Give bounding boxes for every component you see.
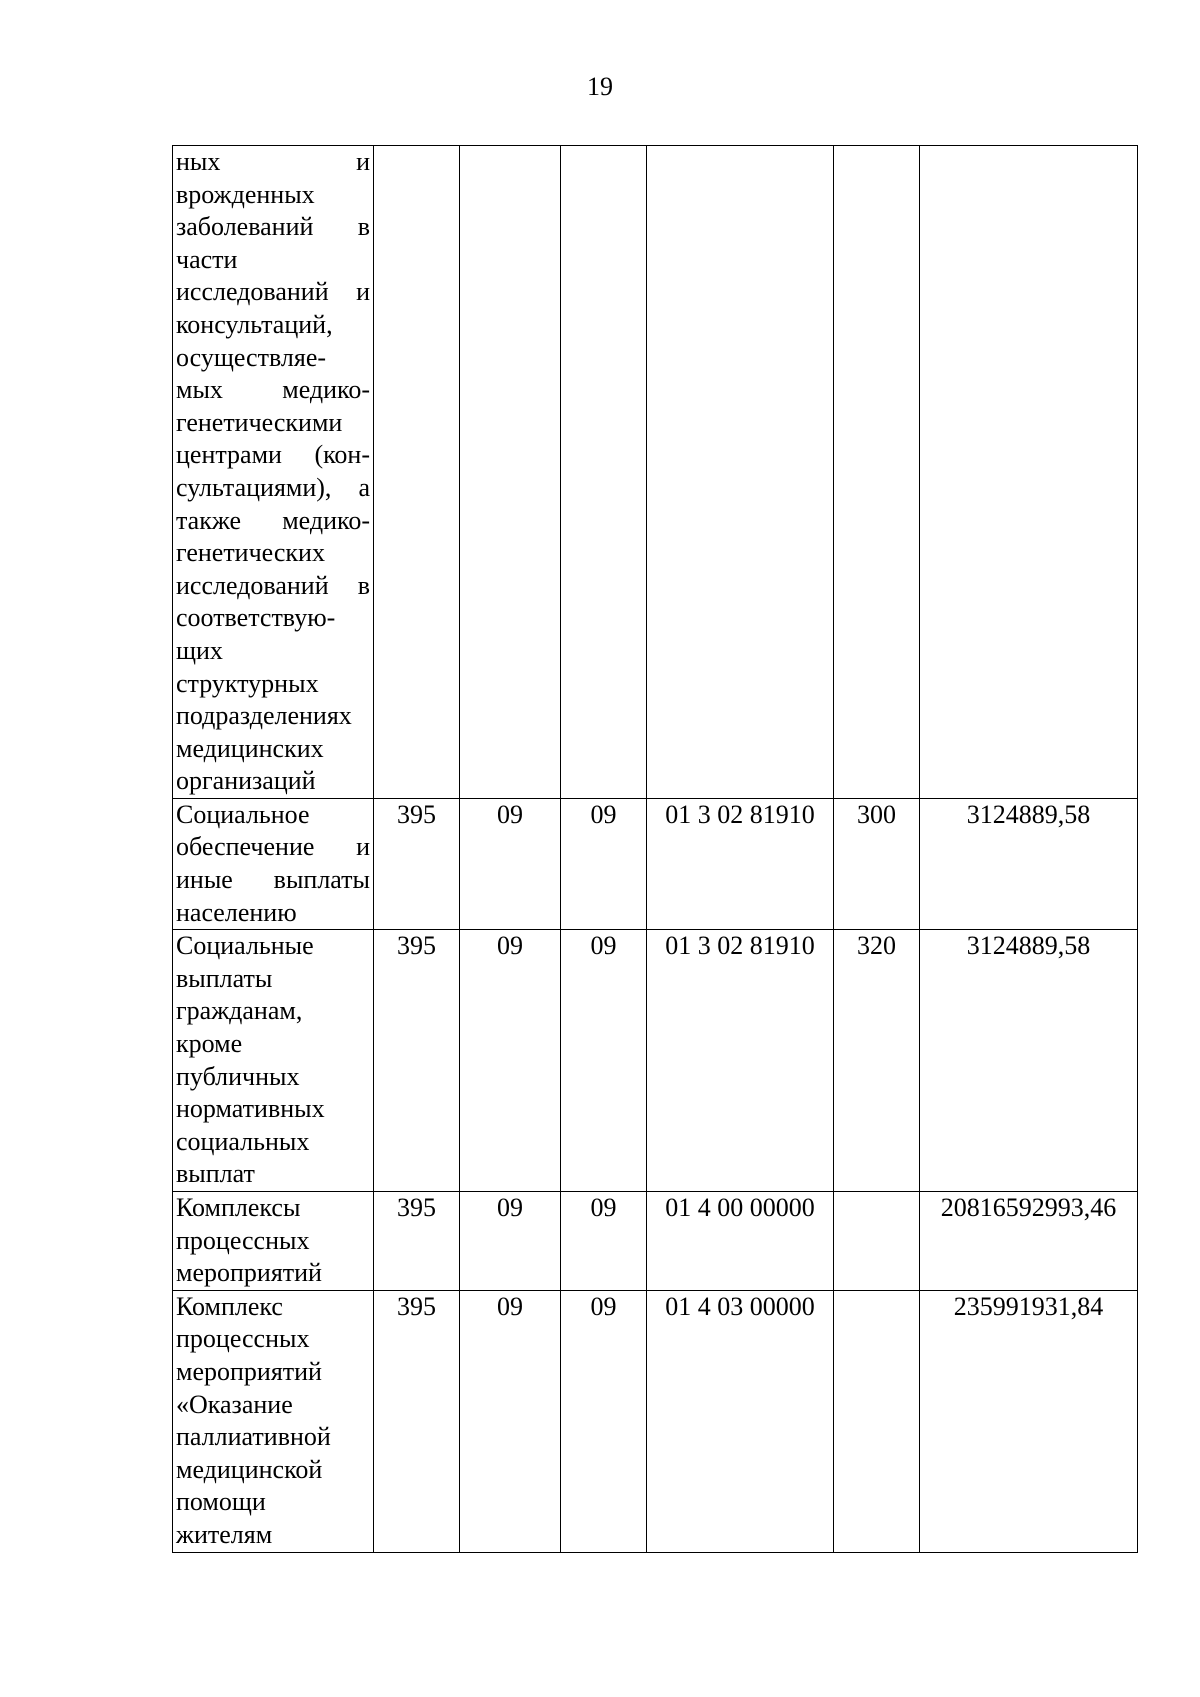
- item-name-line: щих: [176, 635, 223, 665]
- item-name-line: сультациями), а: [176, 472, 370, 502]
- item-name-line: паллиативной: [176, 1422, 331, 1452]
- item-name-line: публичных: [176, 1061, 300, 1091]
- item-name-line: также медико-: [176, 505, 370, 535]
- item-name-line: медицинских: [176, 733, 324, 763]
- item-name-line: врожденных: [176, 179, 315, 209]
- item-name-line: Социальное: [176, 799, 310, 829]
- item-name-line: «Оказание: [176, 1389, 293, 1419]
- subsection-cell: 09: [561, 1290, 647, 1552]
- target-article-cell: 01 3 02 81910: [647, 930, 834, 1192]
- amount-cell: [920, 146, 1138, 799]
- item-name-line: части: [176, 244, 238, 274]
- item-name-line: соответствую-: [176, 603, 336, 633]
- item-name-line: Социальные: [176, 931, 314, 961]
- item-name-line: исследований в: [176, 570, 370, 600]
- subsection-cell: [561, 146, 647, 799]
- item-name-cell: [173, 1192, 374, 1291]
- subsection-cell: 09: [561, 1192, 647, 1291]
- item-name-line: структурных: [176, 668, 319, 698]
- item-name-line: исследований и: [176, 277, 370, 307]
- item-name-line: мых медико-: [176, 375, 370, 405]
- item-name-line: населению: [176, 897, 297, 927]
- item-name-line: мероприятий: [176, 1258, 322, 1288]
- amount-cell: 235991931,84: [920, 1290, 1138, 1552]
- grbs-cell: [374, 146, 460, 799]
- grbs-cell: 395: [374, 1290, 460, 1552]
- item-name-line: центрами (кон-: [176, 440, 370, 470]
- item-name-cell: [173, 146, 374, 799]
- item-name-line: медицинской: [176, 1454, 323, 1484]
- expense-type-cell: [834, 1290, 920, 1552]
- amount-cell: 20816592993,46: [920, 1192, 1138, 1291]
- section-cell: 09: [460, 930, 561, 1192]
- item-name-line: Комплексы: [176, 1193, 301, 1222]
- page-number: 19: [587, 72, 613, 101]
- budget-table: [172, 145, 1138, 1553]
- section-cell: [460, 146, 561, 799]
- item-name-line: процессных: [176, 1324, 310, 1354]
- section-cell: 09: [460, 1192, 561, 1291]
- item-name-line: генетических: [176, 538, 325, 568]
- expense-type-cell: 300: [834, 798, 920, 929]
- item-name-line: выплат: [176, 1159, 255, 1189]
- item-name-line: генетическими: [176, 407, 343, 437]
- item-name-line: иные выплаты: [176, 865, 370, 895]
- table-row: [173, 146, 1138, 799]
- target-article-cell: 01 3 02 81910: [647, 798, 834, 929]
- item-name-line: жителям: [176, 1519, 273, 1549]
- grbs-cell: 395: [374, 798, 460, 929]
- item-name-line: помощи: [176, 1487, 266, 1517]
- item-name-cell: [173, 1290, 374, 1552]
- item-name-line: консультаций,: [176, 309, 333, 339]
- section-cell: 09: [460, 798, 561, 929]
- item-name-line: гражданам,: [176, 996, 303, 1026]
- grbs-cell: 395: [374, 1192, 460, 1291]
- item-name-cell: [173, 930, 374, 1192]
- item-name-line: Комплекс: [176, 1291, 283, 1321]
- grbs-cell: 395: [374, 930, 460, 1192]
- expense-type-cell: [834, 1192, 920, 1291]
- section-cell: 09: [460, 1290, 561, 1552]
- target-article-cell: [647, 146, 834, 799]
- item-name-line: подразделениях: [176, 701, 352, 731]
- item-name-line: нормативных: [176, 1094, 325, 1124]
- target-article-cell: 01 4 00 00000: [647, 1192, 834, 1291]
- item-name-line: процессных: [176, 1225, 310, 1255]
- table-body: [173, 146, 1138, 1553]
- table-row: [173, 1192, 1138, 1291]
- item-name-line: осуществляе-: [176, 342, 327, 372]
- expense-type-cell: 320: [834, 930, 920, 1192]
- amount-cell: 3124889,58: [920, 930, 1138, 1192]
- item-name-line: заболеваний в: [176, 212, 370, 242]
- amount-cell: 3124889,58: [920, 798, 1138, 929]
- expense-type-cell: [834, 146, 920, 799]
- item-name-line: выплаты: [176, 963, 273, 993]
- subsection-cell: 09: [561, 798, 647, 929]
- item-name-line: организаций: [176, 766, 316, 796]
- table-row: [173, 930, 1138, 1192]
- item-name-line: кроме: [176, 1029, 243, 1059]
- item-name-line: ных и: [176, 147, 370, 176]
- subsection-cell: 09: [561, 930, 647, 1192]
- item-name-cell: [173, 798, 374, 929]
- item-name-line: социальных: [176, 1126, 310, 1156]
- table-row: [173, 1290, 1138, 1552]
- item-name-line: обеспечение и: [176, 832, 370, 862]
- item-name-line: мероприятий: [176, 1356, 322, 1386]
- target-article-cell: 01 4 03 00000: [647, 1290, 834, 1552]
- table-row: [173, 798, 1138, 929]
